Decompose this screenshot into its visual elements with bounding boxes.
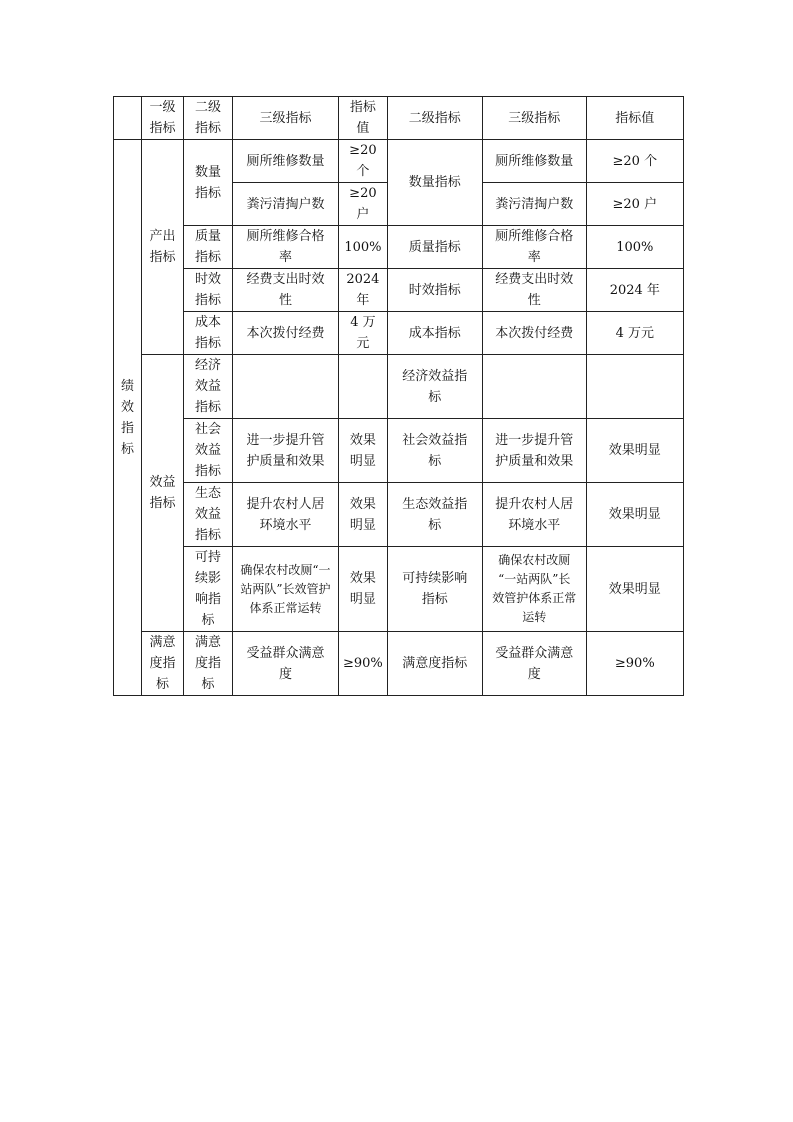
table-row — [114, 483, 684, 547]
quantity-indicator-label-right: 数量指标 — [387, 140, 482, 226]
indicator-value: 100% — [339, 226, 388, 269]
indicator-name: 粪污清掏户数 — [233, 183, 339, 226]
indicator-value-right: 2024 年 — [586, 269, 683, 312]
indicator-value-right: 效果明显 — [586, 419, 683, 483]
header-level2-right: 二级指标 — [387, 97, 482, 140]
indicator-name: 经费支出时效 性 — [233, 269, 339, 312]
header-level2: 二级 指标 — [184, 97, 233, 140]
indicator-name-right: 受益群众满意 度 — [482, 632, 586, 696]
cost-indicator-label: 成本 指标 — [184, 312, 233, 355]
performance-indicator-table — [113, 96, 684, 696]
indicator-value-right: ≥90% — [586, 632, 683, 696]
header-corner — [114, 97, 142, 140]
indicator-name — [233, 355, 339, 419]
satisfaction-label-right: 满意度指标 — [387, 632, 482, 696]
indicator-value-right: 4 万元 — [586, 312, 683, 355]
table-row — [114, 547, 684, 632]
table-row — [114, 226, 684, 269]
indicator-name-right: 经费支出时效 性 — [482, 269, 586, 312]
indicator-name: 厕所维修合格 率 — [233, 226, 339, 269]
table-row — [114, 269, 684, 312]
quality-indicator-label: 质量 指标 — [184, 226, 233, 269]
indicator-name-right: 确保农村改厕 “一站两队”长 效管护体系正常 运转 — [482, 547, 586, 632]
header-level1: 一级 指标 — [142, 97, 184, 140]
output-indicator-label: 产出 指标 — [142, 140, 184, 355]
indicator-name-right: 厕所维修合格 率 — [482, 226, 586, 269]
header-value-right: 指标值 — [586, 97, 683, 140]
header-row — [114, 97, 684, 140]
header-value: 指标 值 — [339, 97, 388, 140]
timeliness-indicator-label-right: 时效指标 — [387, 269, 482, 312]
indicator-value: ≥20 个 — [339, 140, 388, 183]
quantity-indicator-label: 数量 指标 — [184, 140, 233, 226]
sustainability-label-right: 可持续影响 指标 — [387, 547, 482, 632]
satisfaction-level2-label: 满意 度指 标 — [184, 632, 233, 696]
indicator-name-right: 本次拨付经费 — [482, 312, 586, 355]
indicator-value: 2024 年 — [339, 269, 388, 312]
indicator-value — [339, 355, 388, 419]
table-row — [114, 419, 684, 483]
header-level3-right: 三级指标 — [482, 97, 586, 140]
indicator-name: 本次拨付经费 — [233, 312, 339, 355]
indicator-value: 效果 明显 — [339, 483, 388, 547]
indicator-value-right — [586, 355, 683, 419]
indicator-name-right: 提升农村人居 环境水平 — [482, 483, 586, 547]
sustainability-label: 可持 续影 响指 标 — [184, 547, 233, 632]
indicator-name-right: 厕所维修数量 — [482, 140, 586, 183]
table-row — [114, 312, 684, 355]
table-row — [114, 355, 684, 419]
indicator-value: ≥90% — [339, 632, 388, 696]
ecological-benefit-label: 生态 效益 指标 — [184, 483, 233, 547]
indicator-value: 效果 明显 — [339, 547, 388, 632]
indicator-value-right: ≥20 个 — [586, 140, 683, 183]
indicator-name-right: 粪污清掏户数 — [482, 183, 586, 226]
table-row — [114, 632, 684, 696]
satisfaction-indicator-label: 满意 度指 标 — [142, 632, 184, 696]
indicator-value-right: 效果明显 — [586, 547, 683, 632]
economic-benefit-label: 经济 效益 指标 — [184, 355, 233, 419]
indicator-name: 确保农村改厕“一 站两队”长效管护 体系正常运转 — [233, 547, 339, 632]
indicator-value: 4 万 元 — [339, 312, 388, 355]
timeliness-indicator-label: 时效 指标 — [184, 269, 233, 312]
indicator-name-right: 进一步提升管 护质量和效果 — [482, 419, 586, 483]
social-benefit-label-right: 社会效益指 标 — [387, 419, 482, 483]
indicator-value: ≥20 户 — [339, 183, 388, 226]
indicator-value-right: 效果明显 — [586, 483, 683, 547]
ecological-benefit-label-right: 生态效益指 标 — [387, 483, 482, 547]
indicator-name: 受益群众满意 度 — [233, 632, 339, 696]
quality-indicator-label-right: 质量指标 — [387, 226, 482, 269]
economic-benefit-label-right: 经济效益指 标 — [387, 355, 482, 419]
benefit-indicator-label: 效益 指标 — [142, 355, 184, 632]
indicator-value: 效果 明显 — [339, 419, 388, 483]
indicator-value-right: ≥20 户 — [586, 183, 683, 226]
table-row — [114, 140, 684, 183]
header-level3: 三级指标 — [233, 97, 339, 140]
indicator-name: 厕所维修数量 — [233, 140, 339, 183]
social-benefit-label: 社会 效益 指标 — [184, 419, 233, 483]
indicator-name-right — [482, 355, 586, 419]
indicator-name: 进一步提升管 护质量和效果 — [233, 419, 339, 483]
performance-indicator-label: 绩 效 指 标 — [114, 140, 142, 696]
indicator-value-right: 100% — [586, 226, 683, 269]
indicator-name: 提升农村人居 环境水平 — [233, 483, 339, 547]
cost-indicator-label-right: 成本指标 — [387, 312, 482, 355]
